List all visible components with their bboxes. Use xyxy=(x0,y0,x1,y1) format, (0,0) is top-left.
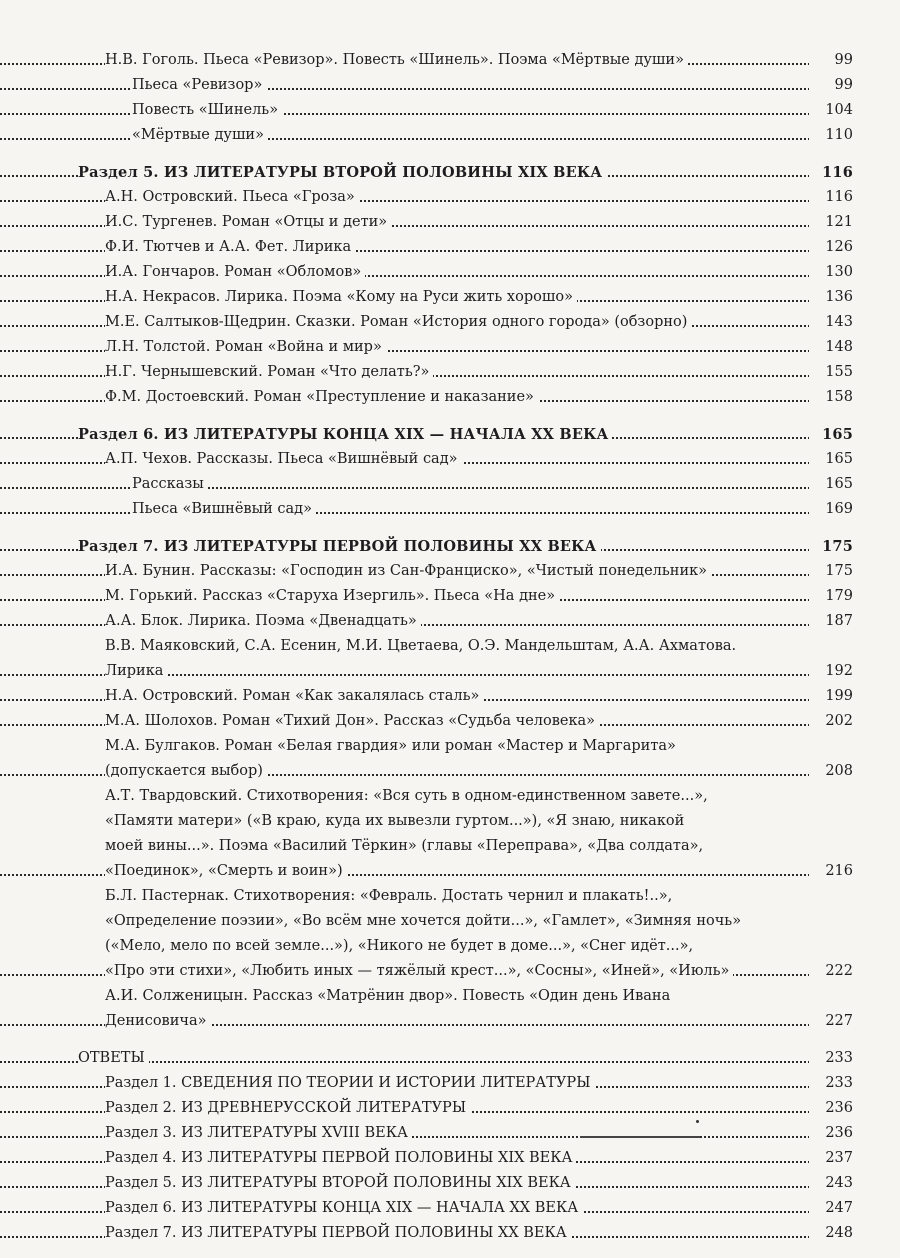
toc-page-number: 187 xyxy=(809,609,853,634)
toc-entry-title: Раздел 5. ИЗ ЛИТЕРАТУРЫ ВТОРОЙ ПОЛОВИНЫ XIX ВЕКА xyxy=(105,1171,575,1196)
toc-entry-title: «Мёртвые души» xyxy=(132,123,268,148)
toc-entry[interactable] xyxy=(0,98,900,123)
toc-page-number: 237 xyxy=(809,1146,853,1171)
toc-page-number: 165 xyxy=(809,447,853,472)
toc-entry[interactable] xyxy=(0,1121,900,1146)
toc-entry[interactable] xyxy=(0,959,900,984)
table-of-contents xyxy=(0,48,900,1258)
toc-entry[interactable] xyxy=(0,260,900,285)
toc-page-number: 143 xyxy=(809,310,853,335)
toc-entry[interactable] xyxy=(0,447,900,472)
dot-leader xyxy=(0,512,830,514)
toc-entry-title: Раздел 7. ИЗ ЛИТЕРАТУРЫ ПЕРВОЙ ПОЛОВИНЫ XX ВЕКА xyxy=(78,534,601,559)
toc-page-number: 126 xyxy=(809,235,853,260)
toc-entry[interactable] xyxy=(0,584,900,609)
toc-entry[interactable] xyxy=(0,335,900,360)
toc-page-number: 121 xyxy=(809,210,853,235)
toc-page-number: 155 xyxy=(809,360,853,385)
toc-entry-title: Раздел 6. ИЗ ЛИТЕРАТУРЫ КОНЦА XIX — НАЧАЛА XX ВЕКА xyxy=(105,1196,582,1221)
toc-entry-title: М.Е. Салтыков-Щедрин. Сказки. Роман «История одного города» (обзорно) xyxy=(105,310,691,335)
toc-entry-title: Раздел 7. ИЗ ЛИТЕРАТУРЫ ПЕРВОЙ ПОЛОВИНЫ XX ВЕКА xyxy=(105,1221,571,1246)
toc-page-number: 208 xyxy=(809,759,853,784)
toc-entry[interactable] xyxy=(0,609,900,634)
toc-entry[interactable] xyxy=(0,73,900,98)
footer-rule xyxy=(580,1136,700,1138)
toc-entry-title: Ф.М. Достоевский. Роман «Преступление и наказание» xyxy=(105,385,538,410)
toc-page-number: 236 xyxy=(809,1121,853,1146)
toc-page-number: 110 xyxy=(809,123,853,148)
toc-entry-line: («Мело, мело по всей земле...»), «Никого не будет в доме...», «Снег идёт...», xyxy=(105,938,694,954)
toc-entry[interactable] xyxy=(0,360,900,385)
toc-entry-title: А.П. Чехов. Рассказы. Пьеса «Вишнёвый сад» xyxy=(105,447,462,472)
section-heading[interactable] xyxy=(0,534,900,559)
toc-entry-title: (допускается выбор) xyxy=(105,759,267,784)
toc-entry-title: Раздел 1. СВЕДЕНИЯ ПО ТЕОРИИ И ИСТОРИИ ЛИТЕРАТУРЫ xyxy=(105,1071,594,1096)
toc-entry-title: Ф.И. Тютчев и А.А. Фет. Лирика xyxy=(105,235,355,260)
toc-entry-title: Пьеса «Ревизор» xyxy=(132,73,266,98)
toc-entry-line: М.А. Булгаков. Роман «Белая гвардия» или роман «Мастер и Маргарита» xyxy=(105,738,676,754)
toc-page-number: 248 xyxy=(809,1221,853,1246)
toc-entry-line: «Памяти матери» («В краю, куда их вывезли гуртом...»), «Я знаю, никакой xyxy=(105,813,685,829)
toc-entry[interactable] xyxy=(0,709,900,734)
toc-entry[interactable] xyxy=(0,185,900,210)
toc-page-number: 104 xyxy=(809,98,853,123)
toc-entry-title: Н.В. Гоголь. Пьеса «Ревизор». Повесть «Шинель». Поэма «Мёртвые души» xyxy=(105,48,688,73)
toc-entry[interactable] xyxy=(0,123,900,148)
toc-entry-title: ОТВЕТЫ xyxy=(78,1046,149,1071)
toc-entry[interactable] xyxy=(0,285,900,310)
toc-page-number: 99 xyxy=(809,48,853,73)
toc-page-number: 216 xyxy=(809,859,853,884)
toc-entry[interactable] xyxy=(0,210,900,235)
toc-entry-line: моей вины...». Поэма «Василий Тёркин» (главы «Переправа», «Два солдата», xyxy=(105,838,704,854)
toc-section xyxy=(0,48,900,148)
toc-entry[interactable] xyxy=(0,235,900,260)
toc-page-number: 199 xyxy=(809,684,853,709)
section-heading[interactable] xyxy=(0,422,900,447)
toc-entry[interactable] xyxy=(0,1046,900,1071)
toc-page-number: 192 xyxy=(809,659,853,684)
toc-entry-title: Лирика xyxy=(105,659,167,684)
section-heading[interactable] xyxy=(0,160,900,185)
toc-entry[interactable] xyxy=(0,559,900,584)
toc-page-number: 202 xyxy=(809,709,853,734)
dot-leader xyxy=(0,487,830,489)
toc-entry[interactable] xyxy=(0,684,900,709)
toc-page-number: 165 xyxy=(809,422,853,447)
toc-page-number: 227 xyxy=(809,1009,853,1034)
toc-entry-title: Н.А. Островский. Роман «Как закалялась сталь» xyxy=(105,684,483,709)
toc-page-number: 222 xyxy=(809,959,853,984)
dot-leader xyxy=(0,138,830,140)
toc-entry-title: И.А. Бунин. Рассказы: «Господин из Сан-Франциско», «Чистый понедельник» xyxy=(105,559,711,584)
toc-entry-title: А.Н. Островский. Пьеса «Гроза» xyxy=(105,185,359,210)
toc-page-number: 136 xyxy=(809,285,853,310)
toc-page-number: 247 xyxy=(809,1196,853,1221)
toc-entry-title: Раздел 3. ИЗ ЛИТЕРАТУРЫ XVIII ВЕКА xyxy=(105,1121,412,1146)
toc-page-number: 175 xyxy=(809,559,853,584)
toc-entry[interactable] xyxy=(0,1071,900,1096)
toc-page-number: 116 xyxy=(809,185,853,210)
toc-section xyxy=(0,422,900,522)
toc-entry-line: В.В. Маяковский, С.А. Есенин, М.И. Цветаева, О.Э. Мандельштам, А.А. Ахматова. xyxy=(105,638,737,654)
toc-entry[interactable] xyxy=(0,1221,900,1246)
toc-entry-title: «Поединок», «Смерть и воин») xyxy=(105,859,347,884)
toc-page-number: 175 xyxy=(809,534,853,559)
toc-page-number: 130 xyxy=(809,260,853,285)
toc-entry-title: Денисовича» xyxy=(105,1009,210,1034)
toc-entry[interactable] xyxy=(0,659,900,684)
toc-section xyxy=(0,534,900,1034)
dot-leader xyxy=(0,113,830,115)
toc-section xyxy=(0,160,900,410)
toc-page-number: 165 xyxy=(809,472,853,497)
toc-entry-line: «Определение поэзии», «Во всём мне хочется дойти...», «Гамлет», «Зимняя ночь» xyxy=(105,913,742,929)
toc-entry-title: М. Горький. Рассказ «Старуха Изергиль». Пьеса «На дне» xyxy=(105,584,559,609)
toc-page-number: 169 xyxy=(809,497,853,522)
toc-entry-line: А.Т. Твардовский. Стихотворения: «Вся суть в одном-единственном завете...», xyxy=(105,788,708,804)
toc-entry-title: И.А. Гончаров. Роман «Обломов» xyxy=(105,260,365,285)
toc-entry-title: Л.Н. Толстой. Роман «Война и мир» xyxy=(105,335,386,360)
toc-page-number: 116 xyxy=(809,160,853,185)
toc-entry-title: Раздел 5. ИЗ ЛИТЕРАТУРЫ ВТОРОЙ ПОЛОВИНЫ XIX ВЕКА xyxy=(78,160,606,185)
toc-page-number: 99 xyxy=(809,73,853,98)
toc-entry-line: А.И. Солженицын. Рассказ «Матрёнин двор». Повесть «Один день Ивана xyxy=(105,988,671,1004)
toc-entry-title: Раздел 6. ИЗ ЛИТЕРАТУРЫ КОНЦА XIX — НАЧАЛА XX ВЕКА xyxy=(78,422,612,447)
toc-entry[interactable] xyxy=(0,1009,900,1034)
toc-entry[interactable] xyxy=(0,385,900,410)
toc-entry-title: Н.Г. Чернышевский. Роман «Что делать?» xyxy=(105,360,433,385)
toc-entry[interactable] xyxy=(0,472,900,497)
toc-entry[interactable] xyxy=(0,497,900,522)
footer-dot xyxy=(696,1120,699,1123)
toc-entry-title: Пьеса «Вишнёвый сад» xyxy=(132,497,316,522)
toc-entry-title: Раздел 2. ИЗ ДРЕВНЕРУССКОЙ ЛИТЕРАТУРЫ xyxy=(105,1096,470,1121)
toc-page-number: 179 xyxy=(809,584,853,609)
toc-page-number: 233 xyxy=(809,1071,853,1096)
toc-page-number: 236 xyxy=(809,1096,853,1121)
toc-page-number: 243 xyxy=(809,1171,853,1196)
toc-entry-title: А.А. Блок. Лирика. Поэма «Двенадцать» xyxy=(105,609,421,634)
toc-entry-title: Раздел 4. ИЗ ЛИТЕРАТУРЫ ПЕРВОЙ ПОЛОВИНЫ XIX ВЕКА xyxy=(105,1146,576,1171)
toc-page-number: 158 xyxy=(809,385,853,410)
toc-entry[interactable] xyxy=(0,759,900,784)
toc-entry[interactable] xyxy=(0,48,900,73)
toc-entry[interactable] xyxy=(0,310,900,335)
toc-entry[interactable] xyxy=(0,859,900,884)
toc-entry-title: Рассказы xyxy=(132,472,208,497)
toc-entry-title: Повесть «Шинель» xyxy=(132,98,282,123)
toc-section xyxy=(0,1046,900,1246)
toc-entry-title: «Про эти стихи», «Любить иных — тяжёлый крест...», «Сосны», «Иней», «Июль» xyxy=(105,959,733,984)
toc-entry[interactable] xyxy=(0,1171,900,1196)
toc-entry[interactable] xyxy=(0,1146,900,1171)
toc-page-number: 148 xyxy=(809,335,853,360)
dot-leader xyxy=(0,88,830,90)
toc-entry-title: И.С. Тургенев. Роман «Отцы и дети» xyxy=(105,210,391,235)
toc-entry-title: Н.А. Некрасов. Лирика. Поэма «Кому на Руси жить хорошо» xyxy=(105,285,577,310)
toc-page-number: 233 xyxy=(809,1046,853,1071)
toc-entry-title: М.А. Шолохов. Роман «Тихий Дон». Рассказ «Судьба человека» xyxy=(105,709,599,734)
toc-entry-line: Б.Л. Пастернак. Стихотворения: «Февраль. Достать чернил и плакать!..», xyxy=(105,888,673,904)
toc-entry[interactable] xyxy=(0,1096,900,1121)
